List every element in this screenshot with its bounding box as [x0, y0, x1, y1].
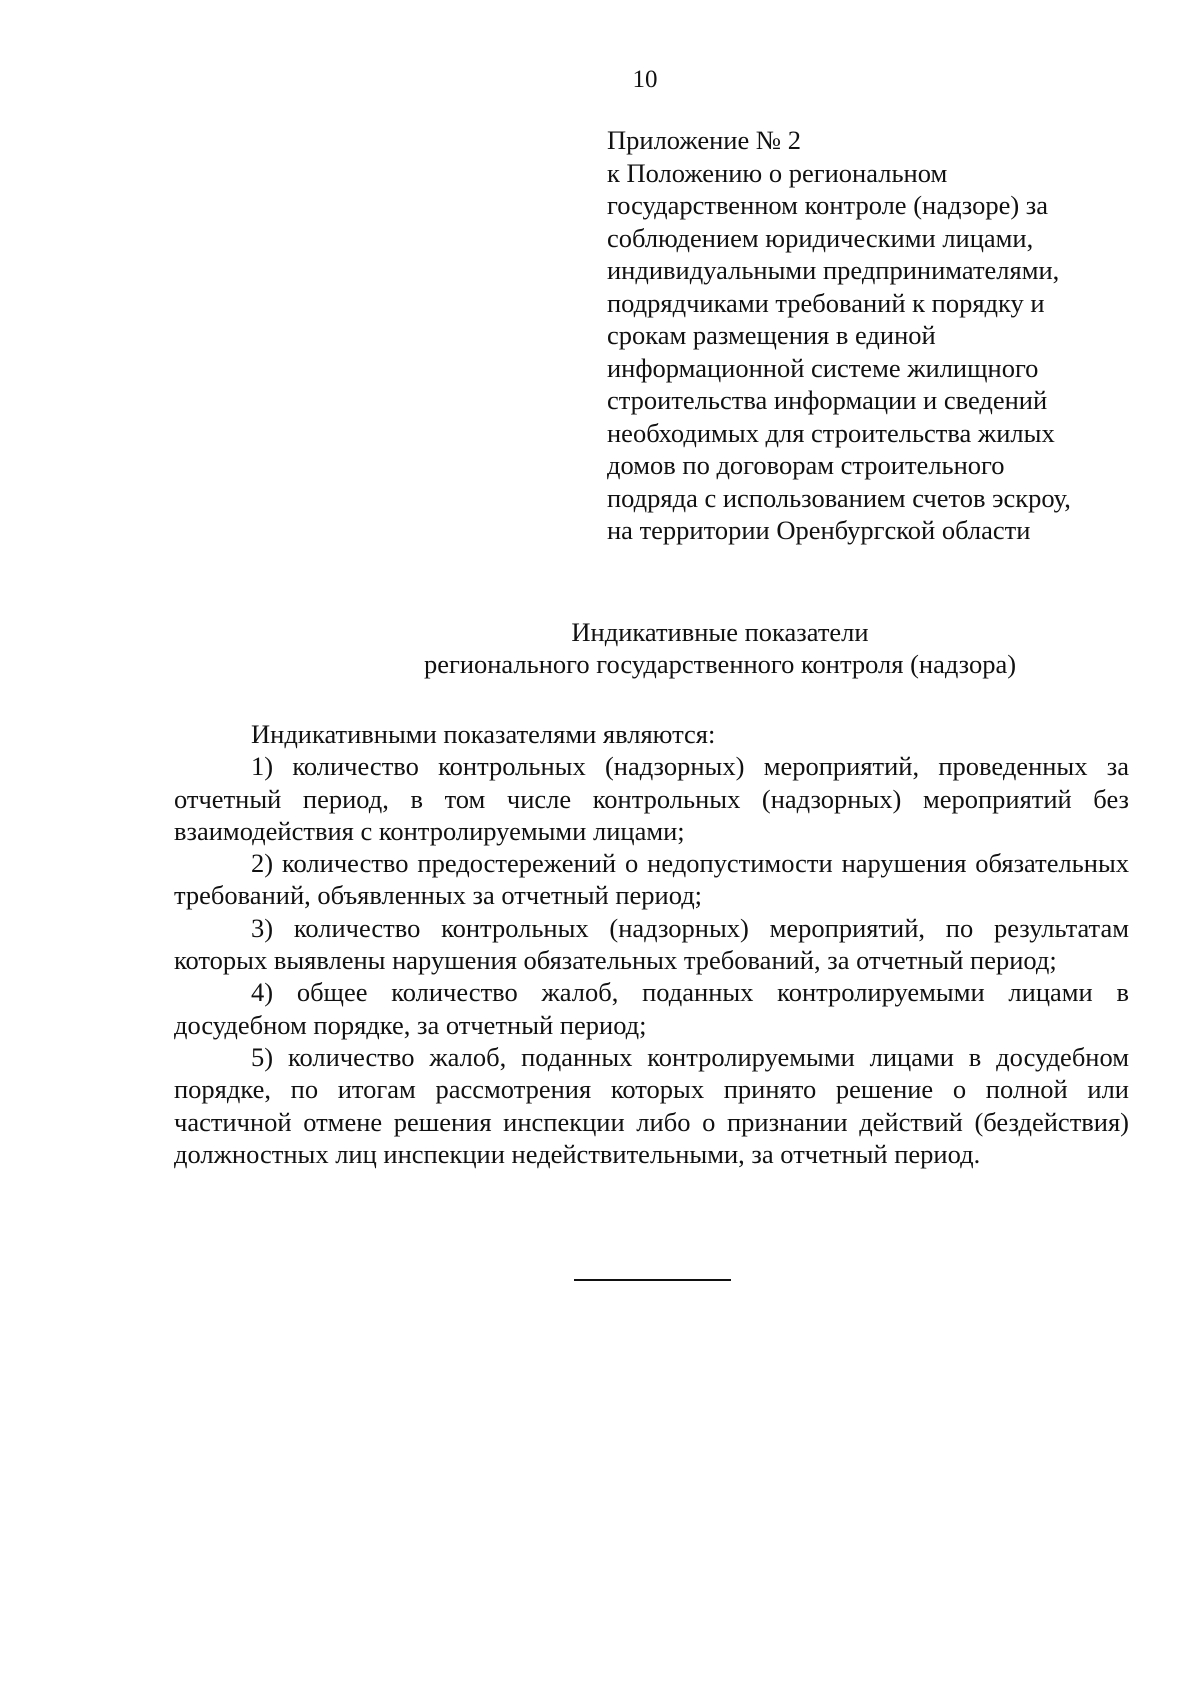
title-line-2: регионального государственного контроля (надзора)	[423, 649, 1017, 679]
appendix-line: соблюдением юридическими лицами,	[607, 222, 1034, 253]
appendix-line: информационной системе жилищного	[607, 352, 1039, 383]
document-title	[0, 616, 1200, 680]
indicator-item-4: 4) общее количество жалоб, поданных контролируемыми лицами в досудебном порядке, за отчетный период;	[174, 977, 1129, 1040]
indicators-body	[174, 718, 1129, 1170]
appendix-line: подряда с использованием счетов эскроу,	[607, 482, 1071, 513]
appendix-line: Приложение № 2	[607, 125, 802, 155]
indicator-item-5: 5) количество жалоб, поданных контролируемыми лицами в досудебном порядке, по итогам рассмотрения которых принято решение о полной или частичной отмене решения инспекции либо о признании действий (бездействия) должностных лиц инспекции недействительными, за отчетный период.	[174, 1041, 1129, 1169]
title-line-1: Индикативные показатели	[571, 617, 869, 647]
appendix-line: домов по договорам строительного	[607, 450, 1005, 480]
appendix-line: необходимых для строительства жилых	[607, 417, 1055, 448]
end-divider	[574, 1279, 731, 1281]
appendix-line: срокам размещения в единой	[607, 320, 936, 350]
intro-paragraph: Индикативными показателями являются:	[251, 719, 716, 749]
appendix-line: подрядчиками требований к порядку и	[607, 287, 1045, 318]
appendix-line: государственном контроле (надзоре) за	[607, 190, 1049, 220]
appendix-header	[607, 124, 1127, 547]
appendix-line: к Положению о региональном	[607, 157, 948, 188]
indicator-item-3: 3) количество контрольных (надзорных) мероприятий, по результатам которых выявлены нарушения обязательных требований, за отчетный период;	[174, 912, 1129, 976]
indicator-item-1: 1) количество контрольных (надзорных) мероприятий, проведенных за отчетный период, в том числе контрольных (надзорных) мероприятий без взаимодействия с контролируемыми лицами;	[174, 751, 1129, 846]
appendix-line: на территории Оренбургской области	[607, 515, 1031, 545]
appendix-line: строительства информации и сведений	[607, 385, 1048, 415]
appendix-line: индивидуальными предпринимателями,	[607, 255, 1060, 285]
page-number: 10	[632, 66, 658, 93]
indicator-item-2: 2) количество предостережений о недопустимости нарушения обязательных требований, объявленных за отчетный период;	[174, 848, 1129, 911]
